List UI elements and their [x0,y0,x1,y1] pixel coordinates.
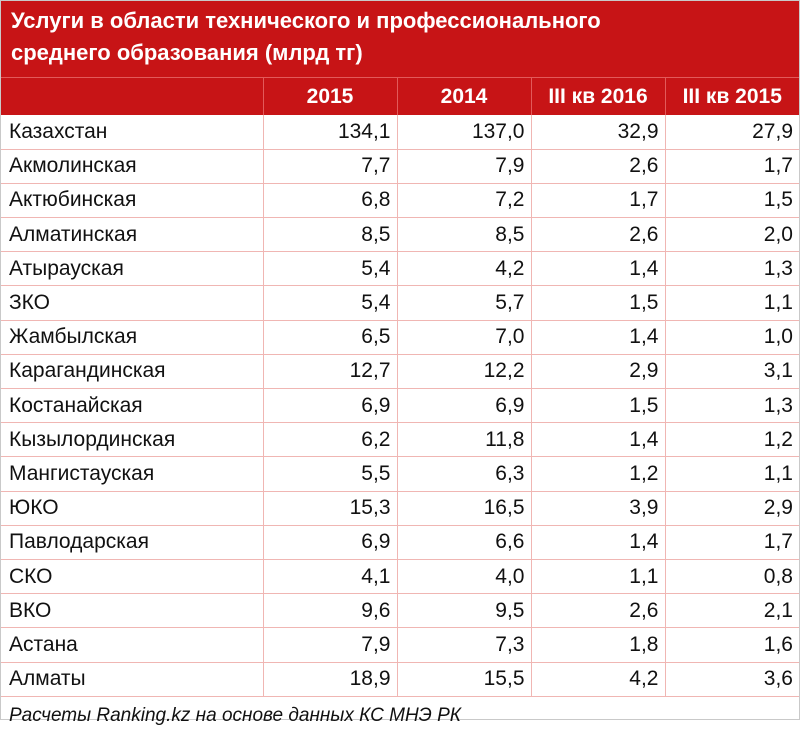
value-cell: 16,5 [397,491,531,525]
title-line-2: среднего образования (млрд тг) [11,40,363,65]
region-cell: ВКО [1,594,263,628]
value-cell: 6,5 [263,320,397,354]
value-cell: 7,2 [397,183,531,217]
header-cell: III кв 2016 [531,78,665,116]
value-cell: 1,7 [531,183,665,217]
value-cell: 7,9 [397,149,531,183]
value-cell: 8,5 [263,218,397,252]
table-row [1,183,799,217]
value-cell: 2,6 [531,594,665,628]
value-cell: 7,9 [263,628,397,662]
value-cell: 3,6 [665,662,799,696]
value-cell: 1,4 [531,525,665,559]
value-cell: 1,3 [665,389,799,423]
value-cell: 18,9 [263,662,397,696]
value-cell: 4,2 [397,252,531,286]
region-cell: Жамбылская [1,320,263,354]
value-cell: 27,9 [665,115,799,149]
table-row [1,286,799,320]
region-cell: Карагандинская [1,354,263,388]
value-cell: 4,0 [397,559,531,593]
region-cell: Казахстан [1,115,263,149]
table-body [1,115,799,696]
value-cell: 1,5 [531,389,665,423]
region-cell: Астана [1,628,263,662]
region-cell: Кызылординская [1,423,263,457]
header-row [1,78,799,116]
value-cell: 1,0 [665,320,799,354]
value-cell: 4,2 [531,662,665,696]
value-cell: 9,5 [397,594,531,628]
value-cell: 0,8 [665,559,799,593]
region-cell: Мангистауская [1,457,263,491]
value-cell: 5,5 [263,457,397,491]
value-cell: 2,9 [531,354,665,388]
value-cell: 12,2 [397,354,531,388]
value-cell: 9,6 [263,594,397,628]
value-cell: 1,4 [531,423,665,457]
value-cell: 2,1 [665,594,799,628]
table-row [1,115,799,149]
value-cell: 3,9 [531,491,665,525]
region-cell: Актюбинская [1,183,263,217]
value-cell: 1,7 [665,525,799,559]
value-cell: 6,2 [263,423,397,457]
value-cell: 6,8 [263,183,397,217]
value-cell: 6,9 [397,389,531,423]
value-cell: 6,9 [263,525,397,559]
value-cell: 2,9 [665,491,799,525]
value-cell: 1,4 [531,320,665,354]
table-row [1,389,799,423]
header-cell: 2015 [263,78,397,116]
source-note: Расчеты Ranking.kz на основе данных КС МНЭ РК [9,704,461,726]
table-row [1,491,799,525]
value-cell: 15,5 [397,662,531,696]
value-cell: 1,5 [531,286,665,320]
header-cell-region [1,78,263,116]
table-row [1,559,799,593]
value-cell: 12,7 [263,354,397,388]
value-cell: 3,1 [665,354,799,388]
value-cell: 8,5 [397,218,531,252]
value-cell: 1,2 [665,423,799,457]
value-cell: 1,5 [665,183,799,217]
value-cell: 1,1 [665,457,799,491]
table-row [1,149,799,183]
value-cell: 11,8 [397,423,531,457]
region-cell: СКО [1,559,263,593]
table-row [1,354,799,388]
table-row [1,252,799,286]
table-row [1,457,799,491]
value-cell: 15,3 [263,491,397,525]
table-row [1,662,799,696]
value-cell: 4,1 [263,559,397,593]
value-cell: 1,6 [665,628,799,662]
value-cell: 1,4 [531,252,665,286]
table-row [1,628,799,662]
value-cell: 5,4 [263,286,397,320]
region-cell: Алматинская [1,218,263,252]
table-row [1,320,799,354]
table-header [1,78,799,116]
value-cell: 2,6 [531,149,665,183]
region-cell: Акмолинская [1,149,263,183]
value-cell: 1,8 [531,628,665,662]
value-cell: 2,0 [665,218,799,252]
value-cell: 5,7 [397,286,531,320]
region-cell: Алматы [1,662,263,696]
value-cell: 5,4 [263,252,397,286]
region-cell: Атырауская [1,252,263,286]
value-cell: 7,7 [263,149,397,183]
region-cell: Павлодарская [1,525,263,559]
header-cell: 2014 [397,78,531,116]
value-cell: 134,1 [263,115,397,149]
value-cell: 1,2 [531,457,665,491]
table-row [1,218,799,252]
table-row [1,525,799,559]
table-title [1,1,799,77]
data-table [1,77,799,697]
value-cell: 32,9 [531,115,665,149]
value-cell: 1,3 [665,252,799,286]
table-row [1,594,799,628]
value-cell: 1,1 [665,286,799,320]
value-cell: 2,6 [531,218,665,252]
value-cell: 6,9 [263,389,397,423]
region-cell: ЗКО [1,286,263,320]
value-cell: 1,1 [531,559,665,593]
value-cell: 1,7 [665,149,799,183]
value-cell: 7,0 [397,320,531,354]
value-cell: 6,6 [397,525,531,559]
table-row [1,423,799,457]
header-cell: III кв 2015 [665,78,799,116]
region-cell: Костанайская [1,389,263,423]
value-cell: 7,3 [397,628,531,662]
value-cell: 6,3 [397,457,531,491]
value-cell: 137,0 [397,115,531,149]
region-cell: ЮКО [1,491,263,525]
title-line-1: Услуги в области технического и профессионального [11,8,601,33]
